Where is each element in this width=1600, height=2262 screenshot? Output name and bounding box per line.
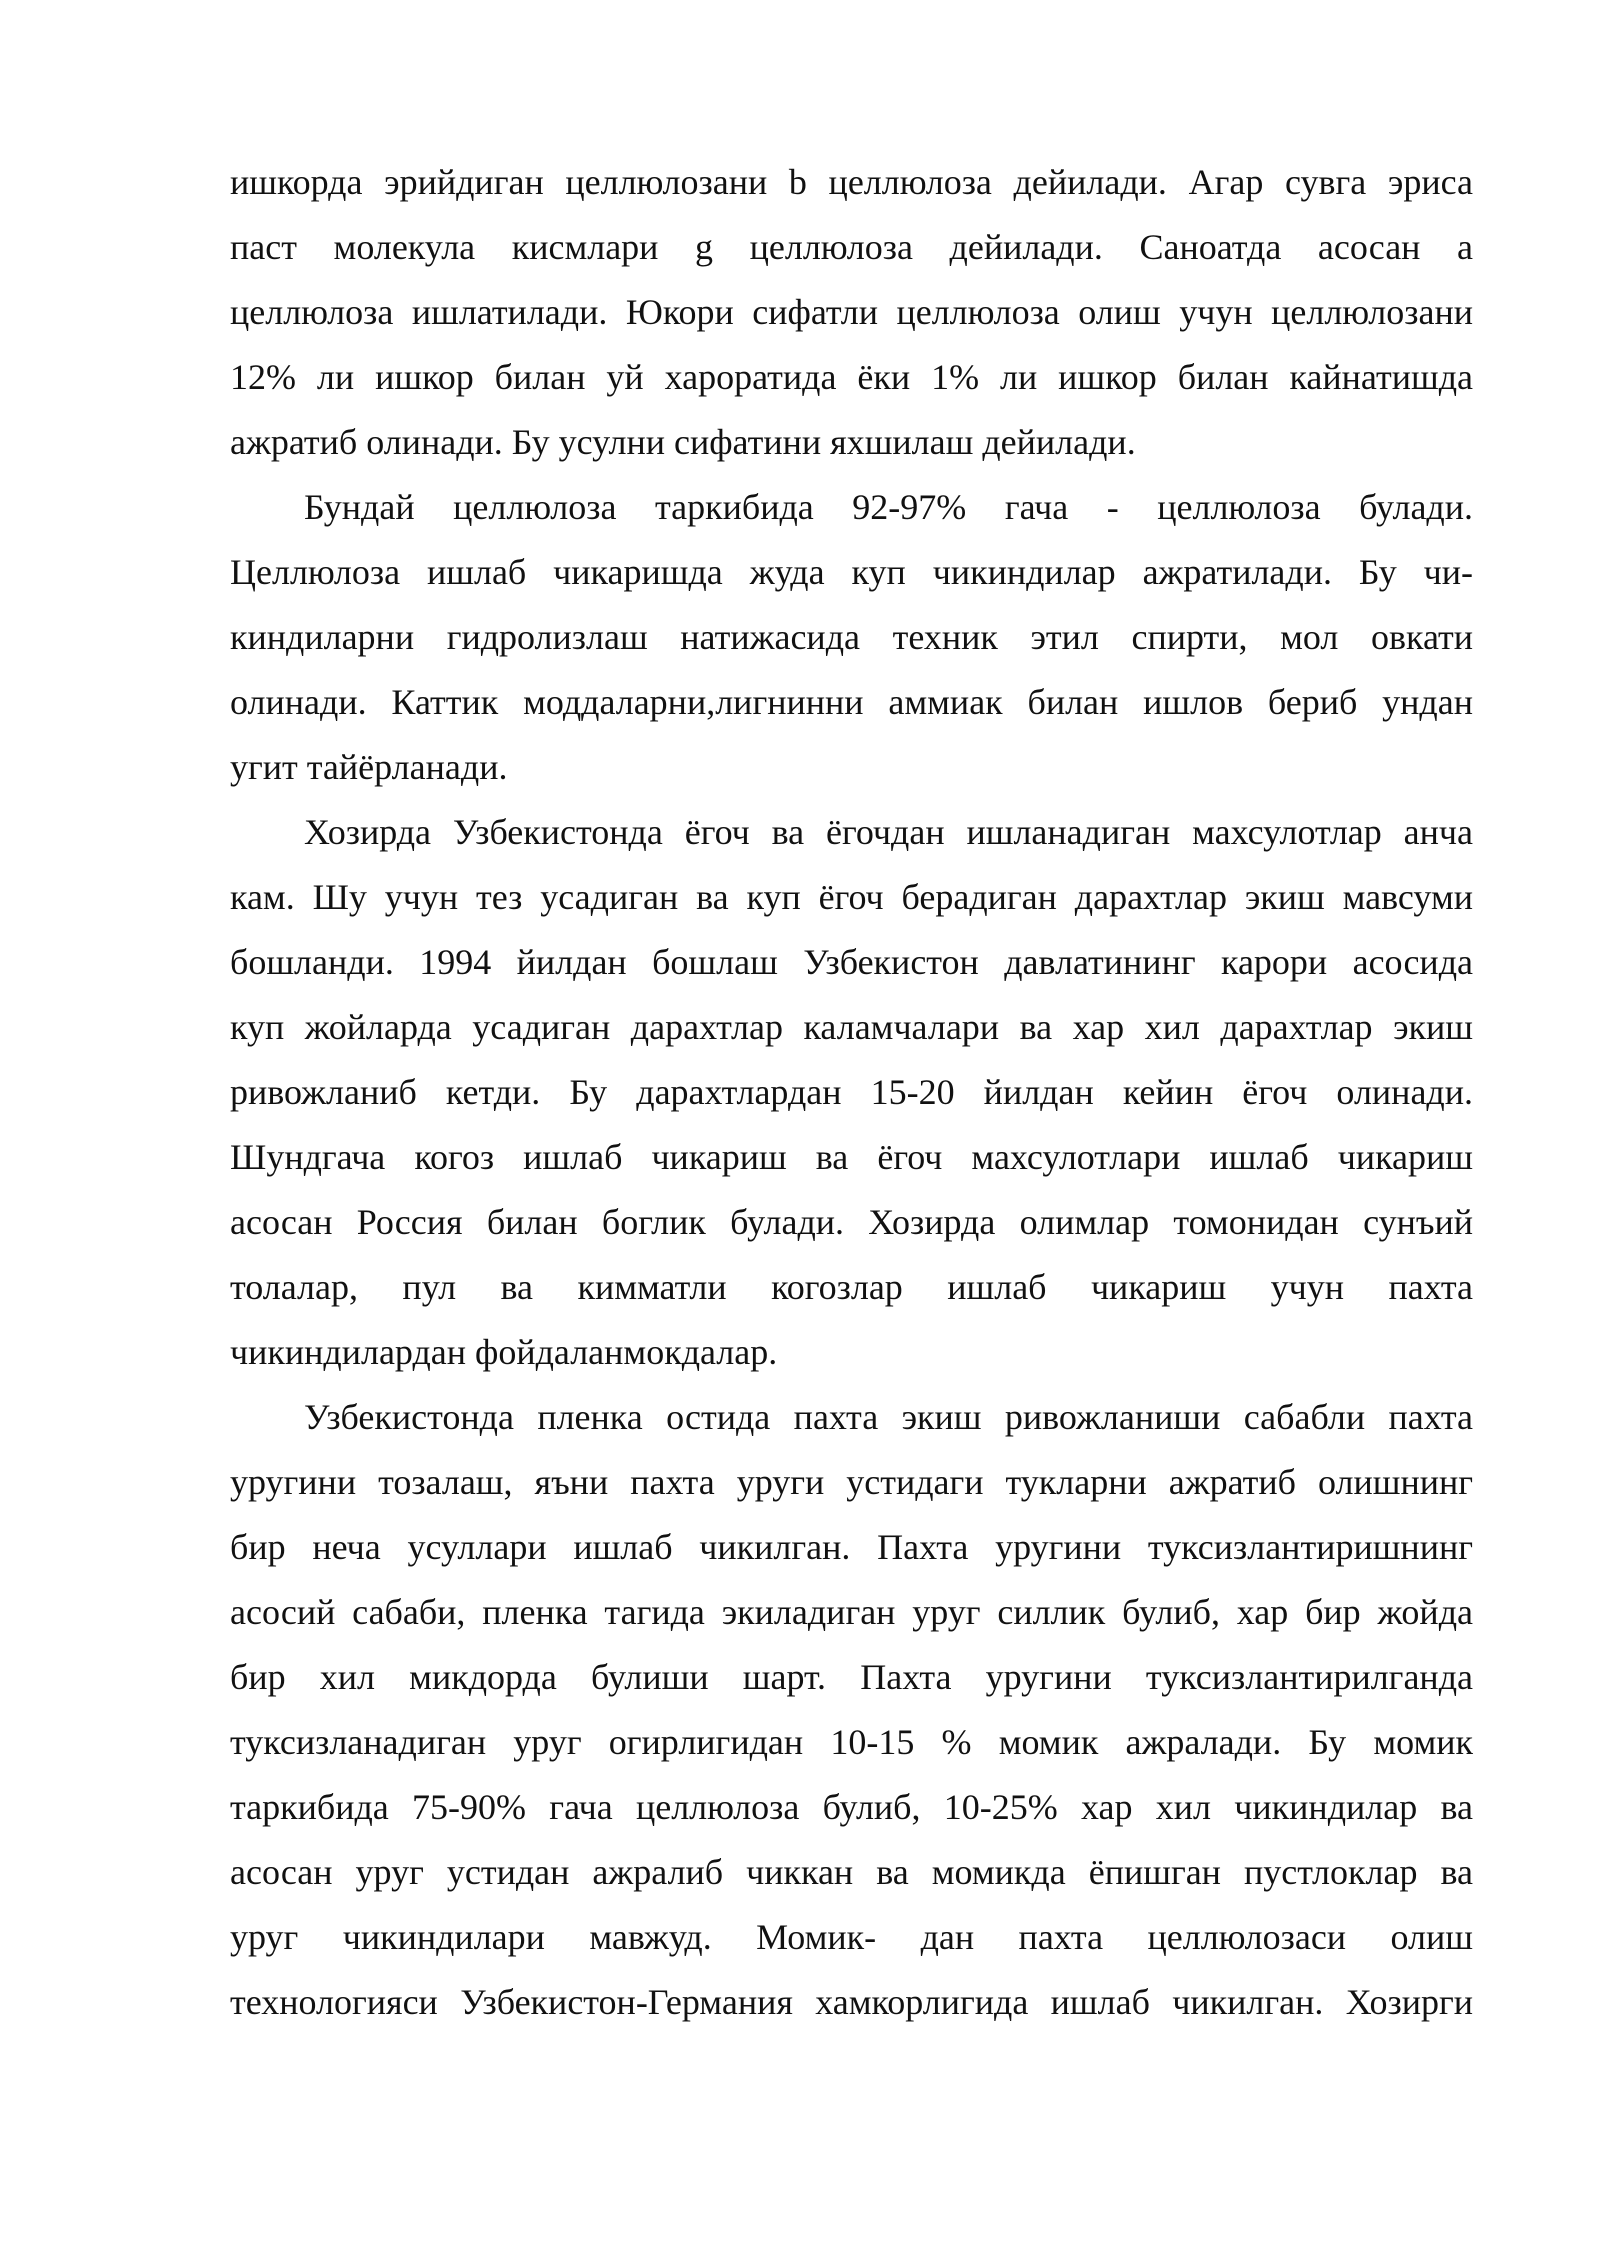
text-line: толалар, пул ва кимматли когозлар ишлаб чикариш учун пахта <box>230 1267 1473 1307</box>
document-page <box>230 150 1473 2035</box>
text-line: бир хил микдорда булиши шарт. Пахта уругини туксизлантирилганда <box>230 1657 1473 1697</box>
text-line: Бундай целлюлоза таркибида 92-97% гача - целлюлоза булади. <box>304 487 1473 527</box>
paragraph <box>230 150 1473 475</box>
text-line: Узбекистонда пленка остида пахта экиш ривожланиши сабабли пахта <box>304 1397 1473 1437</box>
text-line: туксизланадиган уруг огирлигидан 10-15 % момик ажралади. Бу момик <box>230 1722 1473 1762</box>
text-line: куп жойларда усадиган дарахтлар каламчалари ва хар хил дарахтлар экиш <box>230 1007 1473 1047</box>
text-line: бир неча усуллари ишлаб чикилган. Пахта уругини туксизлантиришнинг <box>230 1527 1473 1567</box>
text-line: асосан Россия билан боглик булади. Хозирда олимлар томонидан сунъий <box>230 1202 1473 1242</box>
text-line: чикиндилардан фойдаланмокдалар. <box>230 1332 778 1372</box>
text-line: Хозирда Узбекистонда ёгоч ва ёгочдан ишланадиган махсулотлар анча <box>304 812 1473 852</box>
text-line: целлюлоза ишлатилади. Юкори сифатли целлюлоза олиш учун целлюлозани <box>230 292 1473 332</box>
text-line: уругини тозалаш, яъни пахта уруги устидаги тукларни ажратиб олишнинг <box>230 1462 1473 1502</box>
paragraph <box>230 475 1473 800</box>
text-line: олинади. Каттик моддаларни,лигнинни аммиак билан ишлов бериб ундан <box>230 682 1473 722</box>
text-line: технологияси Узбекистон-Германия хамкорлигида ишлаб чикилган. Хозирги <box>230 1982 1473 2022</box>
text-line: кам. Шу учун тез усадиган ва куп ёгоч берадиган дарахтлар экиш мавсуми <box>230 877 1473 917</box>
paragraph <box>230 800 1473 1385</box>
text-line: ажратиб олинади. Бу усулни сифатини яхшилаш дейилади. <box>230 422 1136 462</box>
text-line: Шундгача когоз ишлаб чикариш ва ёгоч махсулотлари ишлаб чикариш <box>230 1137 1473 1177</box>
text-line: уруг чикиндилари мавжуд. Момик- дан пахта целлюлозаси олиш <box>230 1917 1473 1957</box>
text-line: ишкорда эрийдиган целлюлозани b целлюлоза дейилади. Агар сувга эриса <box>230 162 1473 202</box>
text-line: таркибида 75-90% гача целлюлоза булиб, 10-25% хар хил чикиндилар ва <box>230 1787 1473 1827</box>
paragraph <box>230 1385 1473 2035</box>
text-line: угит тайёрланади. <box>230 747 508 787</box>
text-line: 12% ли ишкор билан уй хароратида ёки 1% ли ишкор билан кайнатишда <box>230 357 1473 397</box>
text-line: Целлюлоза ишлаб чикаришда жуда куп чикиндилар ажратилади. Бу чи- <box>230 552 1473 592</box>
text-line: киндиларни гидролизлаш натижасида техник этил спирти, мол овкати <box>230 617 1473 657</box>
text-line: асосий сабаби, пленка тагида экиладиган уруг силлик булиб, хар бир жойда <box>230 1592 1473 1632</box>
text-line: асосан уруг устидан ажралиб чиккан ва момикда ёпишган пустлоклар ва <box>230 1852 1473 1892</box>
text-line: ривожланиб кетди. Бу дарахтлардан 15-20 йилдан кейин ёгоч олинади. <box>230 1072 1473 1112</box>
text-line: паст молекула кисмлари g целлюлоза дейилади. Саноатда асосан а <box>230 227 1473 267</box>
text-line: бошланди. 1994 йилдан бошлаш Узбекистон давлатининг карори асосида <box>230 942 1473 982</box>
